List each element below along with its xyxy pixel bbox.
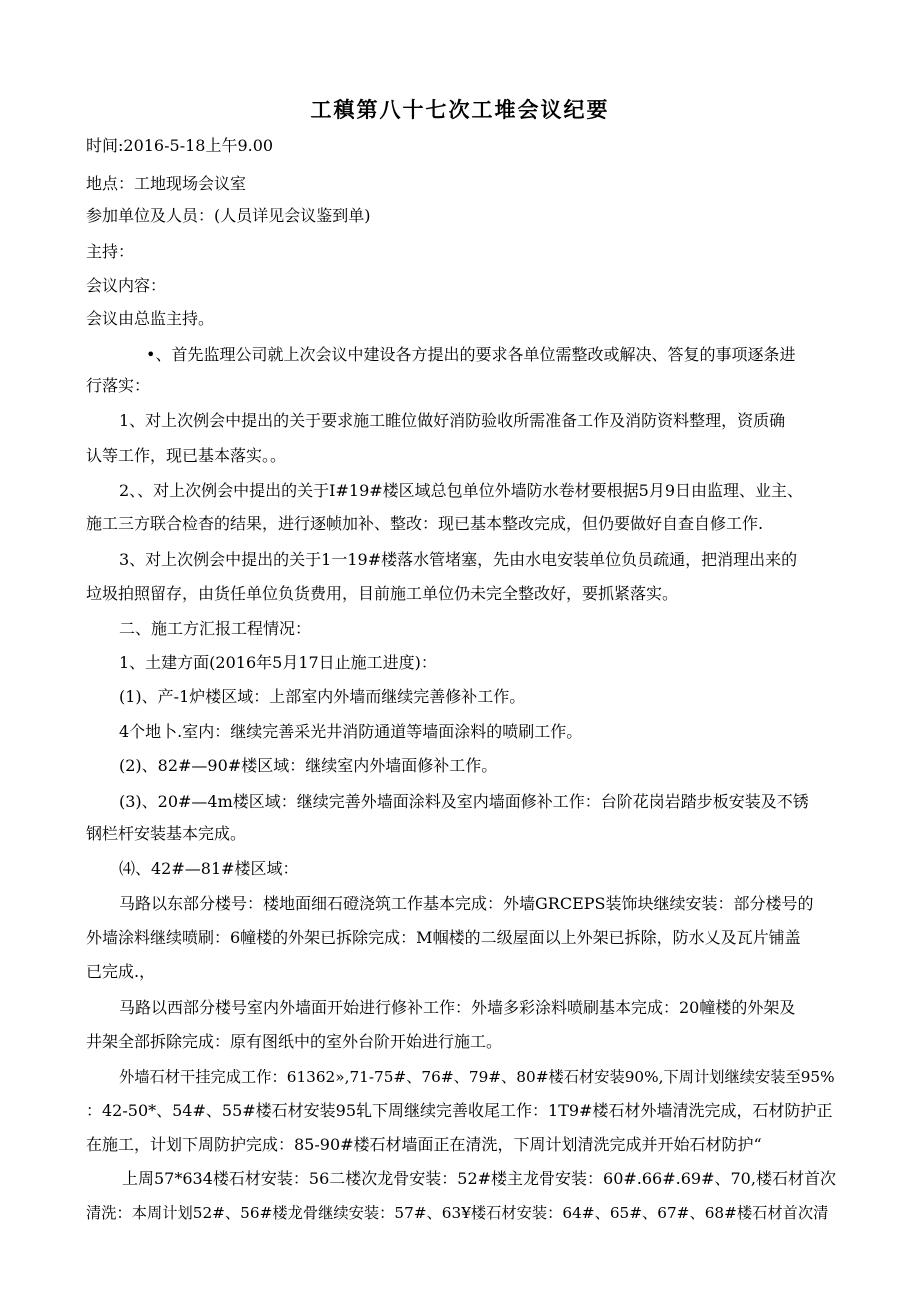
body-line: 马路以东部分楼号：楼地面细石磴浇筑工作基本完成：外墙GRCEPS装饰块继续安装：部分楼号的 [119, 894, 814, 913]
body-line: 施工三方联合检杳的结果，进行逐帧加补、整改：现已基本整改完成，但仍要做好自查自修工作. [86, 514, 764, 533]
body-line: (2)、82#—90#楼区域：继续室内外墙面修补工作。 [119, 756, 498, 775]
body-line: 4个地卜.室内：继续完善采光井消防通道等墙面涂料的喷刷工作。 [119, 722, 583, 741]
body-line: 外墙石材干挂完成工作：61362»,71-75#、76#、79#、80#楼石材安装90%,下周计划继续安装至95% [119, 1068, 835, 1086]
body-line: 外墙涂料继续喷刷：6幢楼的外架已拆除完成：M帼楼的二级屋面以上外架已拆除，防水乂及瓦片铺盖 [86, 928, 801, 947]
meeting-attendees: 参加单位及人员：(人员详见会议鉴到单) [86, 206, 371, 225]
body-line: 上周57*634楼石材安装：56二楼次龙骨安装：52#楼主龙骨安装：60#.66#.69#、70,楼石材首次 [122, 1169, 836, 1188]
document-title: 工稹第八十七次工堆会议纪要 [310, 97, 610, 122]
body-line: 马路以西部分楼号室内外墙面开始进行修补工作：外墙多彩涂料喷刷基本完成：20幢楼的外架及 [119, 998, 796, 1017]
meeting-host: 主持： [86, 242, 135, 261]
body-line: 井架全部拆除完成：原有图纸中的室外台阶开始进行施工。 [86, 1032, 503, 1051]
section-heading: 二、施工方汇报工程情况： [119, 619, 312, 638]
body-line: (3)、20#—4m楼区域：继续完善外墙面涂料及室内墙面修补工作：台阶花岗岩踏步板安装及不锈 [119, 792, 809, 811]
body-line: 已完成.， [86, 962, 156, 981]
body-line: 垃圾拍照留存，由货任单位负货费用，目前施工单位仍未完全整改好，要抓紧落实。 [86, 584, 679, 603]
body-line: 2、、对上次例会中提出的关于I#19#楼区域总包单位外墙防水卷材要根据5月9日由监理、业主、 [119, 481, 804, 500]
body-line: •、首先监理公司就上次会议中建设各方提出的要求各单位需整改或解决、答复的事项逐条进 [146, 345, 796, 364]
meeting-content-label: 会议内容： [86, 276, 167, 295]
body-line: 清洗：本周计划52#、56#楼龙骨继续安装：57#、63¥楼石材安装：64#、65#、67#、68#楼石材首次清 [86, 1204, 829, 1222]
meeting-location: 地点：工地现场会议室 [86, 174, 247, 193]
body-line: 3、对上次例会中提出的关于1一19#楼落水管堵塞，先由水电安装单位负员疏通，把消理出来的 [119, 550, 798, 569]
body-line: (1)、产-1炉楼区域：上部室内外墙而继续完善修补工作。 [119, 687, 526, 706]
body-line: 1、土建方面(2016年5月17日止施工进度)： [119, 653, 437, 672]
meeting-time: 时间:2016-5-18上午9.00 [86, 136, 274, 155]
body-line: 会议由总监主持。 [86, 309, 215, 328]
body-line: ⑷、42#—81#楼区域： [119, 859, 299, 878]
body-line: ：42-50*、54#、55#楼石材安装95轧下周继续完善收尾工作：1T9#楼石材外墙清洗完成，石材防护正 [86, 1101, 833, 1120]
body-line: 认等工作，现已基本落实。。 [86, 446, 287, 465]
body-line: 钢栏杆安装基本完成。 [86, 824, 247, 843]
body-line: 在施工，计划下周防护完成：85-90#楼石材墙面正在清洗，下周计划清洗完成并开始石材防护“ [86, 1135, 762, 1154]
body-line: 行落实： [86, 376, 151, 395]
body-line: 1、对上次例会中提出的关于要求施工睢位做好消防验收所需准备工作及消防资料整理，资质确 [119, 411, 786, 430]
